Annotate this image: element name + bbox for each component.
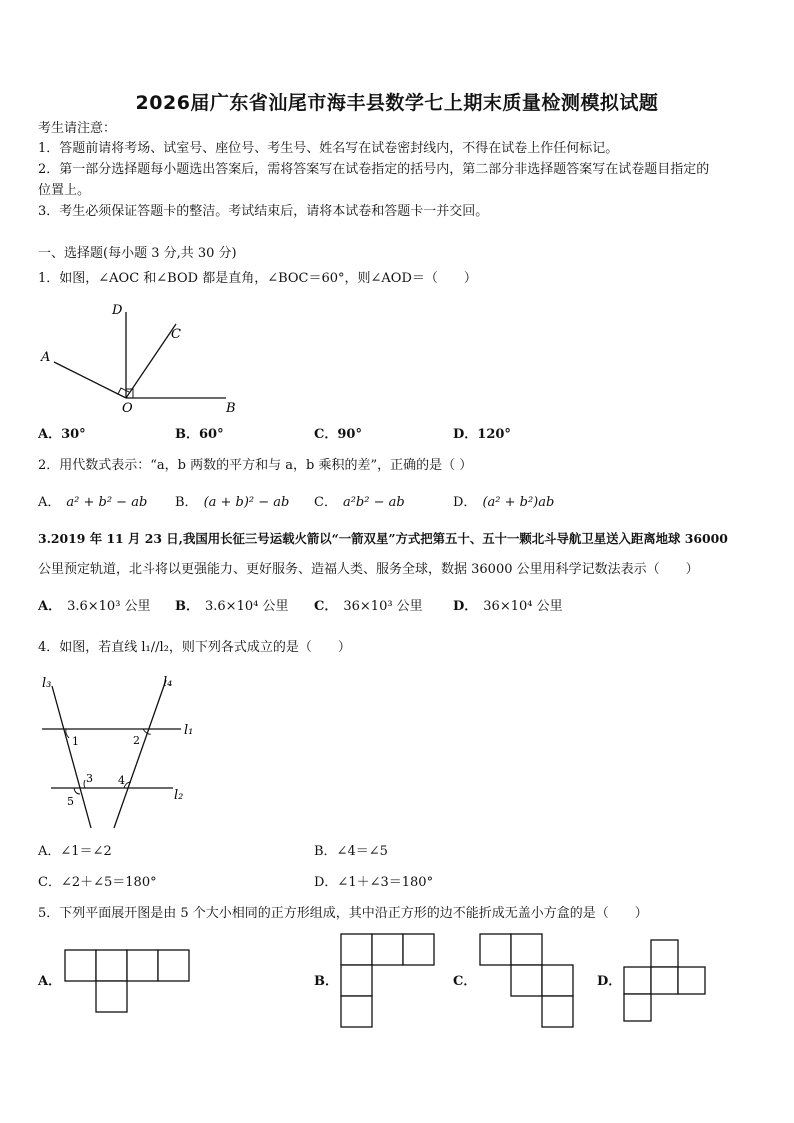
q2-option-d: D． (a² + b²)ab (453, 495, 555, 510)
page-title: 2026届广东省汕尾市海丰县数学七上期末质量检测模拟试题 (135, 92, 659, 114)
notice-heading: 考生请注意： (38, 121, 117, 136)
q3-expr-c: 36×10³ 公里 (343, 599, 423, 614)
q3-expr-d: 36×10⁴ 公里 (483, 599, 563, 614)
q5-option-a-label: A． (38, 974, 62, 989)
q4-label-l2: l₂ (174, 788, 184, 803)
q5-option-d-label: D． (597, 974, 622, 989)
q4-angle-1: 1 (72, 735, 79, 748)
q3-line-1: 3.2019 年 11 月 23 日,我国用长征三号运载火箭以“一箭双星”方式把第五十、五十一颗北斗导航卫星送入距离地球 36000 (38, 531, 728, 546)
q3-option-a: A． 3.6×10³ 公里 (38, 599, 151, 614)
q3-line-2: 公里预定轨道，北斗将以更强能力、更好服务、造福人类、服务全球，数据 36000 公里用科学记数法表示（ ） (38, 562, 699, 577)
section-heading: 一、选择题(每小题 3 分,共 30 分) (38, 246, 237, 261)
q4-option-c: C．∠2＋∠5＝180° (38, 875, 157, 890)
q4-figure (36, 672, 206, 832)
q1-option-d: D．120° (453, 427, 511, 442)
q4-stem: 4．如图，若直线 l₁//l₂，则下列各式成立的是（ ） (38, 640, 351, 655)
q4-label-l3: l₃ (42, 676, 52, 691)
q2-option-b: B． (a + b)² − ab (175, 495, 290, 510)
q4-option-d: D．∠1＋∠3＝180° (314, 875, 434, 890)
q5-option-b-label: B． (314, 974, 338, 989)
q1-option-b: B．60° (175, 427, 224, 442)
q4-angle-2: 2 (133, 734, 140, 747)
q5-net-d (623, 938, 709, 1024)
q4-angle-3: 3 (86, 772, 93, 785)
q4-label-l1: l₁ (184, 723, 194, 738)
q1-option-c: C．90° (314, 427, 362, 442)
q3-option-d: D． 36×10⁴ 公里 (453, 599, 563, 614)
q5-stem: 5．下列平面展开图是由 5 个大小相同的正方形组成，其中沿正方形的边不能折成无盖小方盒的是（ ） (38, 906, 648, 921)
q1-label-a: A (41, 350, 51, 365)
q5-net-a (64, 948, 190, 1014)
q2-stem: 2．用代数式表示：“a，b 两数的平方和与 a，b 乘积的差”，正确的是（ ） (38, 458, 473, 473)
q5-net-c (479, 933, 575, 1029)
q1-label-d: D (112, 303, 123, 318)
q2-expr-b: (a + b)² − ab (203, 495, 290, 510)
q1-option-a: A．30° (38, 427, 86, 442)
q3-expr-a: 3.6×10³ 公里 (67, 599, 151, 614)
q2-option-c: C． a²b² − ab (314, 495, 405, 510)
notice-item-3: 3．考生必须保证答题卡的整洁。考试结束后，请将本试卷和答题卡一并交回。 (38, 204, 489, 219)
q1-label-c: C (171, 327, 181, 342)
q2-expr-c: a²b² − ab (342, 495, 405, 510)
q1-label-o: O (122, 401, 133, 416)
q4-option-a: A．∠1＝∠2 (38, 844, 112, 859)
q1-stem: 1．如图，∠AOC 和∠BOD 都是直角，∠BOC＝60°，则∠AOD＝（ ） (38, 271, 477, 286)
q2-expr-d: (a² + b²)ab (482, 495, 555, 510)
q1-figure (36, 298, 246, 416)
q5-option-c-label: C． (453, 974, 477, 989)
q2-expr-a: a² + b² − ab (66, 495, 148, 510)
q3-option-c: C． 36×10³ 公里 (314, 599, 423, 614)
q4-angle-5: 5 (67, 795, 74, 808)
q4-label-l4: l₄ (163, 675, 173, 690)
q5-net-b (340, 933, 436, 1029)
q1-label-b: B (226, 401, 236, 416)
notice-item-2: 2．第一部分选择题每小题选出答案后，需将答案写在试卷指定的括号内，第二部分非选择题答案写在试卷题目指定的 (38, 162, 710, 177)
q4-angle-4: 4 (118, 774, 125, 787)
q2-option-a: A． a² + b² − ab (38, 495, 148, 510)
q3-option-b: B． 3.6×10⁴ 公里 (175, 599, 289, 614)
notice-item-1: 1．答题前请将考场、试室号、座位号、考生号、姓名写在试卷密封线内，不得在试卷上作任何标记。 (38, 141, 619, 156)
q4-option-b: B．∠4＝∠5 (314, 844, 388, 859)
notice-item-2-cont: 位置上。 (38, 183, 91, 198)
q3-expr-b: 3.6×10⁴ 公里 (205, 599, 289, 614)
